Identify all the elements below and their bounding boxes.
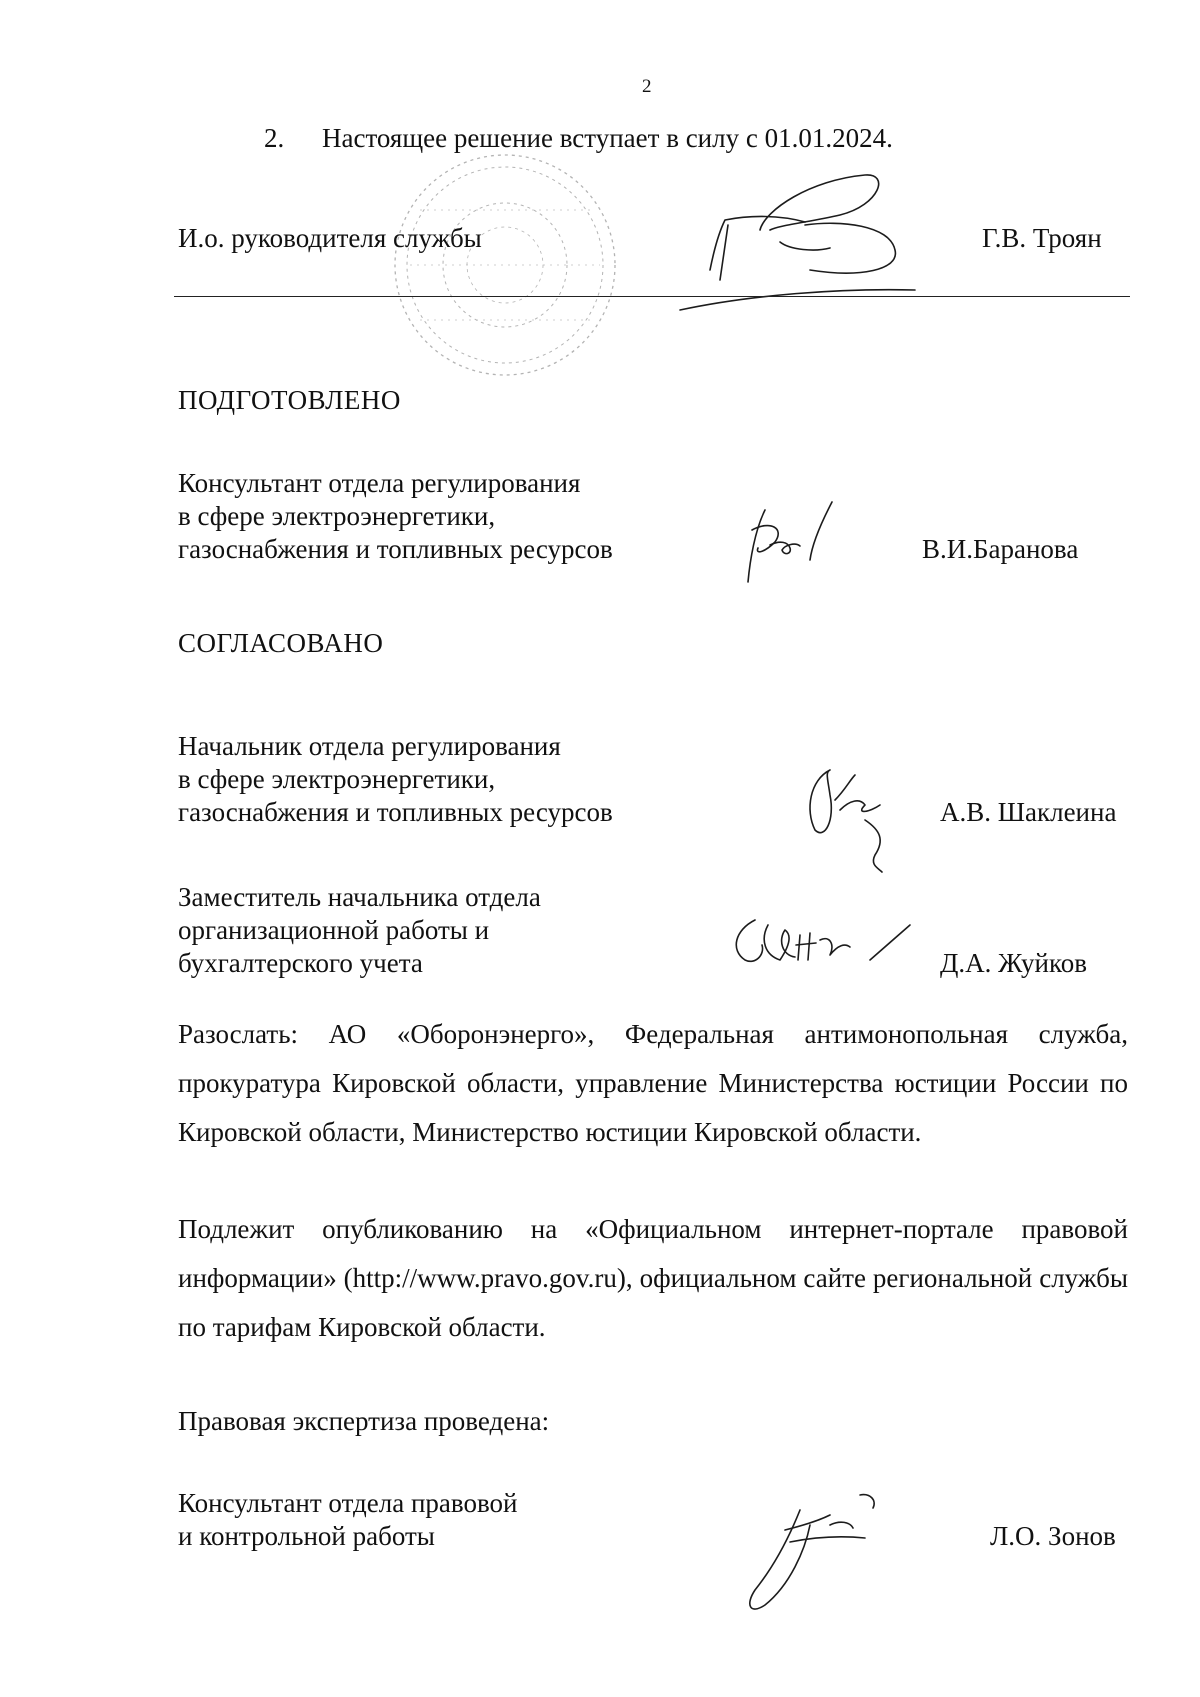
clause-text: Настоящее решение вступает в силу с 01.01.2024.	[322, 123, 893, 153]
signature-agreed-1	[800, 760, 910, 880]
agreed-signer-1-line-2: в сфере электроэнергетики,	[178, 764, 496, 794]
page-number: 2	[642, 76, 652, 97]
prepared-position-line-2: в сфере электроэнергетики,	[178, 501, 496, 531]
signature-agreed-2	[720, 905, 920, 975]
signature-head	[690, 170, 930, 330]
signature-legal-review	[735, 1490, 905, 1620]
agreed-signer-1-name: А.В. Шаклеина	[940, 797, 1117, 827]
prepared-position-line-1: Консультант отдела регулирования	[178, 468, 581, 498]
signature-prepared	[740, 500, 850, 590]
legal-review-position-line-1: Консультант отдела правовой	[178, 1488, 518, 1518]
head-name: Г.В. Троян	[982, 223, 1102, 253]
agreed-signer-2-line-2: организационной работы и	[178, 915, 490, 945]
prepared-heading: ПОДГОТОВЛЕНО	[178, 385, 401, 415]
prepared-position-line-3: газоснабжения и топливных ресурсов	[178, 534, 613, 564]
agreed-signer-1-line-3: газоснабжения и топливных ресурсов	[178, 797, 613, 827]
agreed-signer-1-line-1: Начальник отдела регулирования	[178, 731, 561, 761]
agreed-signer-2-line-3: бухгалтерского учета	[178, 948, 423, 978]
publication-paragraph: Подлежит опубликованию на «Официальном интернет-портале правовой информации» (http://www.pravo.gov.ru), официальном сайте региональной службы по тарифам Кировской области.	[178, 1214, 1128, 1342]
clause-number: 2.	[264, 123, 285, 153]
distribution-paragraph: Разослать: АО «Оборонэнерго», Федеральная антимонопольная служба, прокуратура Кировской области, управление Министерства юстиции России по Кировской области, Министерство юстиции Кировской области.	[178, 1019, 1128, 1147]
official-seal	[380, 150, 630, 380]
agreed-heading: СОГЛАСОВАНО	[178, 628, 384, 658]
legal-review-name: Л.О. Зонов	[990, 1521, 1116, 1551]
agreed-signer-2-line-1: Заместитель начальника отдела	[178, 882, 541, 912]
head-position: И.о. руководителя службы	[178, 223, 482, 253]
legal-review-position-line-2: и контрольной работы	[178, 1521, 435, 1551]
prepared-name: В.И.Баранова	[922, 534, 1079, 564]
signature-rule	[174, 296, 1130, 297]
agreed-signer-2-name: Д.А. Жуйков	[940, 948, 1087, 978]
legal-review-heading: Правовая экспертиза проведена:	[178, 1406, 550, 1436]
